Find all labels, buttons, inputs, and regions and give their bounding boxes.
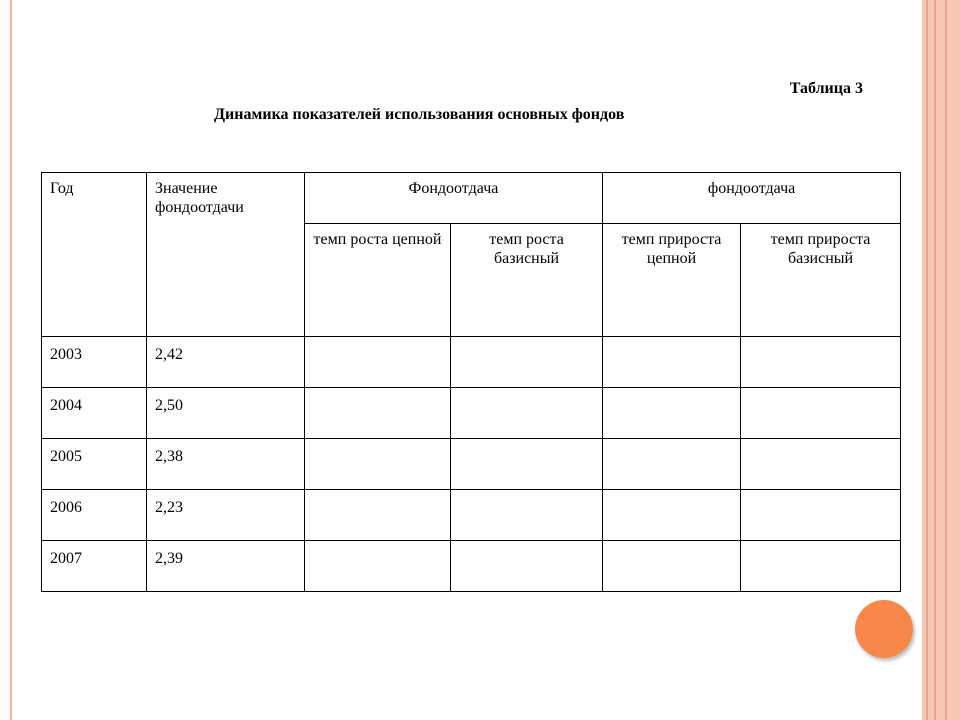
slide-frame-right-line-2 <box>934 0 936 720</box>
cell-value: 2,42 <box>147 337 305 388</box>
header-group-1: Фондоотдача <box>305 173 603 224</box>
header-value: Значение фондоотдачи <box>147 173 305 337</box>
cell-empty <box>603 490 741 541</box>
cell-empty <box>603 541 741 592</box>
table-row <box>42 388 901 439</box>
cell-year: 2007 <box>42 541 147 592</box>
slide-frame-right-line-3 <box>945 0 947 720</box>
cell-empty <box>451 388 603 439</box>
cell-year: 2003 <box>42 337 147 388</box>
table-row <box>42 490 901 541</box>
cell-empty <box>451 490 603 541</box>
table-row <box>42 439 901 490</box>
header-growth-base: темп роста базисный <box>451 224 603 337</box>
cell-empty <box>603 388 741 439</box>
cell-empty <box>305 337 451 388</box>
decorative-orange-circle <box>855 600 913 658</box>
table-row <box>42 337 901 388</box>
cell-empty <box>305 490 451 541</box>
cell-empty <box>305 439 451 490</box>
cell-empty <box>603 439 741 490</box>
header-growth-chain: темп роста цепной <box>305 224 451 337</box>
fund-usage-table <box>41 172 901 592</box>
cell-value: 2,39 <box>147 541 305 592</box>
cell-year: 2006 <box>42 490 147 541</box>
header-increase-chain: темп прироста цепной <box>603 224 741 337</box>
table-title: Динамика показателей использования основных фондов <box>214 106 625 123</box>
cell-value: 2,38 <box>147 439 305 490</box>
cell-empty <box>451 439 603 490</box>
cell-value: 2,23 <box>147 490 305 541</box>
cell-year: 2004 <box>42 388 147 439</box>
cell-empty <box>451 337 603 388</box>
header-group-2: фондоотдача <box>603 173 901 224</box>
cell-year: 2005 <box>42 439 147 490</box>
cell-empty <box>305 388 451 439</box>
header-year: Год <box>42 173 147 337</box>
cell-empty <box>305 541 451 592</box>
cell-empty <box>741 490 901 541</box>
table-row <box>42 541 901 592</box>
cell-empty <box>741 337 901 388</box>
cell-empty <box>741 541 901 592</box>
cell-value: 2,50 <box>147 388 305 439</box>
cell-empty <box>741 388 901 439</box>
header-increase-base: темп прироста базисный <box>741 224 901 337</box>
table-number-label: Таблица 3 <box>789 80 863 97</box>
slide-frame-right-line-1 <box>926 0 928 720</box>
cell-empty <box>741 439 901 490</box>
cell-empty <box>603 337 741 388</box>
slide-frame-left-line <box>10 0 12 720</box>
cell-empty <box>451 541 603 592</box>
table-header-row <box>42 173 901 224</box>
